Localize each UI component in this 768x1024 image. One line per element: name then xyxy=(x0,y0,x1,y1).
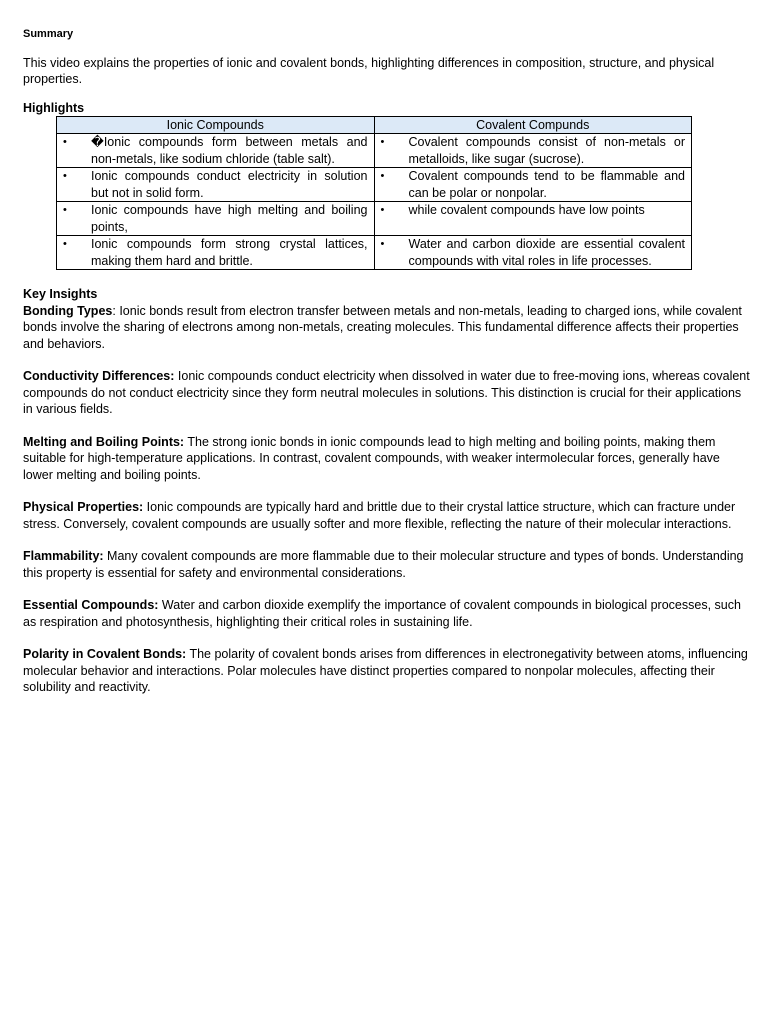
bullet-icon: • xyxy=(63,136,67,148)
insight-text: Ionic compounds are typically hard and brittle due to their crystal lattice structure, which can fracture under stress. Conversely, covalent compounds are usually softer and more flexible, reflecting the nature of their molecular interactions. xyxy=(23,500,736,531)
insight-physical-properties xyxy=(23,499,751,532)
highlights-heading: Highlights xyxy=(23,100,85,115)
insight-melting-boiling xyxy=(23,434,751,484)
bullet-icon: • xyxy=(63,170,67,182)
insight-text: Water and carbon dioxide exemplify the importance of covalent compounds in biological processes, such as respiration and photosynthesis, highlighting their critical roles in sustaining life. xyxy=(23,598,741,629)
bullet-icon: • xyxy=(380,238,385,250)
insight-title: Flammability: xyxy=(23,549,104,563)
highlights-table xyxy=(56,116,692,270)
cell-text: Ionic compounds conduct electricity in solution but not in solid form. xyxy=(91,169,368,200)
bullet-icon: • xyxy=(380,170,385,182)
insight-title: Physical Properties: xyxy=(23,500,144,514)
insight-title: Conductivity Differences: xyxy=(23,369,175,383)
insight-text: Ionic compounds conduct electricity when dissolved in water due to free-moving ions, whereas covalent compounds do not conduct electricity since they form neutral molecules in solutions. This distinction is crucial for their applications in various fields. xyxy=(23,369,750,416)
table-row xyxy=(57,168,692,202)
summary-text: This video explains the properties of ionic and covalent bonds, highlighting differences in composition, structure, and physical properties. xyxy=(23,55,715,86)
insight-polarity xyxy=(23,646,751,696)
cell-text: Covalent compounds tend to be flammable and can be polar or nonpolar. xyxy=(408,169,685,200)
cell-text: while covalent compounds have low points xyxy=(408,203,645,217)
summary-heading: Summary xyxy=(23,28,74,40)
key-insights-heading: Key Insights xyxy=(23,287,98,301)
insight-essential-compounds xyxy=(23,597,751,630)
table-cell xyxy=(374,168,692,202)
insight-flammability xyxy=(23,548,751,581)
insight-text: The strong ionic bonds in ionic compounds lead to high melting and boiling points, making them suitable for high-temperature applications. In contrast, covalent compounds, with weaker intermolecular forces, generally have lower melting and boiling points. xyxy=(23,434,720,482)
insight-title: Melting and Boiling Points: xyxy=(23,434,185,449)
cell-text: Water and carbon dioxide are essential covalent compounds with vital roles in life processes. xyxy=(408,237,685,268)
insight-conductivity xyxy=(23,368,751,418)
table-cell xyxy=(374,202,692,236)
insight-text: Many covalent compounds are more flammable due to their molecular structure and types of bonds. Understanding this property is essential for safety and environmental considerations. xyxy=(23,549,744,580)
table-cell xyxy=(374,134,692,168)
table-cell xyxy=(57,134,375,168)
insight-title: Polarity in Covalent Bonds: xyxy=(23,647,187,661)
bullet-icon: • xyxy=(63,204,67,216)
insight-bonding-types xyxy=(23,303,751,353)
cell-text: Ionic compounds have high melting and boiling points, xyxy=(91,203,368,234)
table-row xyxy=(57,236,692,270)
insight-title: Bonding Types xyxy=(23,303,113,318)
cell-text: Ionic compounds form strong crystal lattices, making them hard and brittle. xyxy=(91,237,368,268)
table-cell xyxy=(57,236,375,270)
cell-text: �Ionic compounds form between metals and non-metals, like sodium chloride (table salt). xyxy=(91,135,368,166)
column-header-ionic: Ionic Compounds xyxy=(57,117,375,134)
insight-text: The polarity of covalent bonds arises from differences in electronegativity between atoms, influencing molecular behavior and interactions. Polar molecules have distinct properties compared to nonpolar molecules, affecting their solubility and reactivity. xyxy=(23,647,748,694)
table-cell xyxy=(57,202,375,236)
table-cell xyxy=(57,168,375,202)
insight-separator: : xyxy=(112,303,116,318)
bullet-icon: • xyxy=(380,204,385,216)
table-row xyxy=(57,202,692,236)
bullet-icon: • xyxy=(63,238,67,250)
insight-title: Essential Compounds: xyxy=(23,598,159,612)
table-row xyxy=(57,134,692,168)
table-cell xyxy=(374,236,692,270)
insight-text: Ionic bonds result from electron transfer between metals and non-metals, leading to charged ions, while covalent bonds involve the sharing of electrons among non-metals, creating molecules. This fundamental difference affects their properties and behaviors. xyxy=(23,303,742,351)
bullet-icon: • xyxy=(380,136,385,148)
table-header-row xyxy=(57,117,692,134)
cell-text: Covalent compounds consist of non-metals or metalloids, like sugar (sucrose). xyxy=(408,135,685,166)
document-page xyxy=(23,26,751,712)
column-header-covalent: Covalent Compunds xyxy=(374,117,692,134)
